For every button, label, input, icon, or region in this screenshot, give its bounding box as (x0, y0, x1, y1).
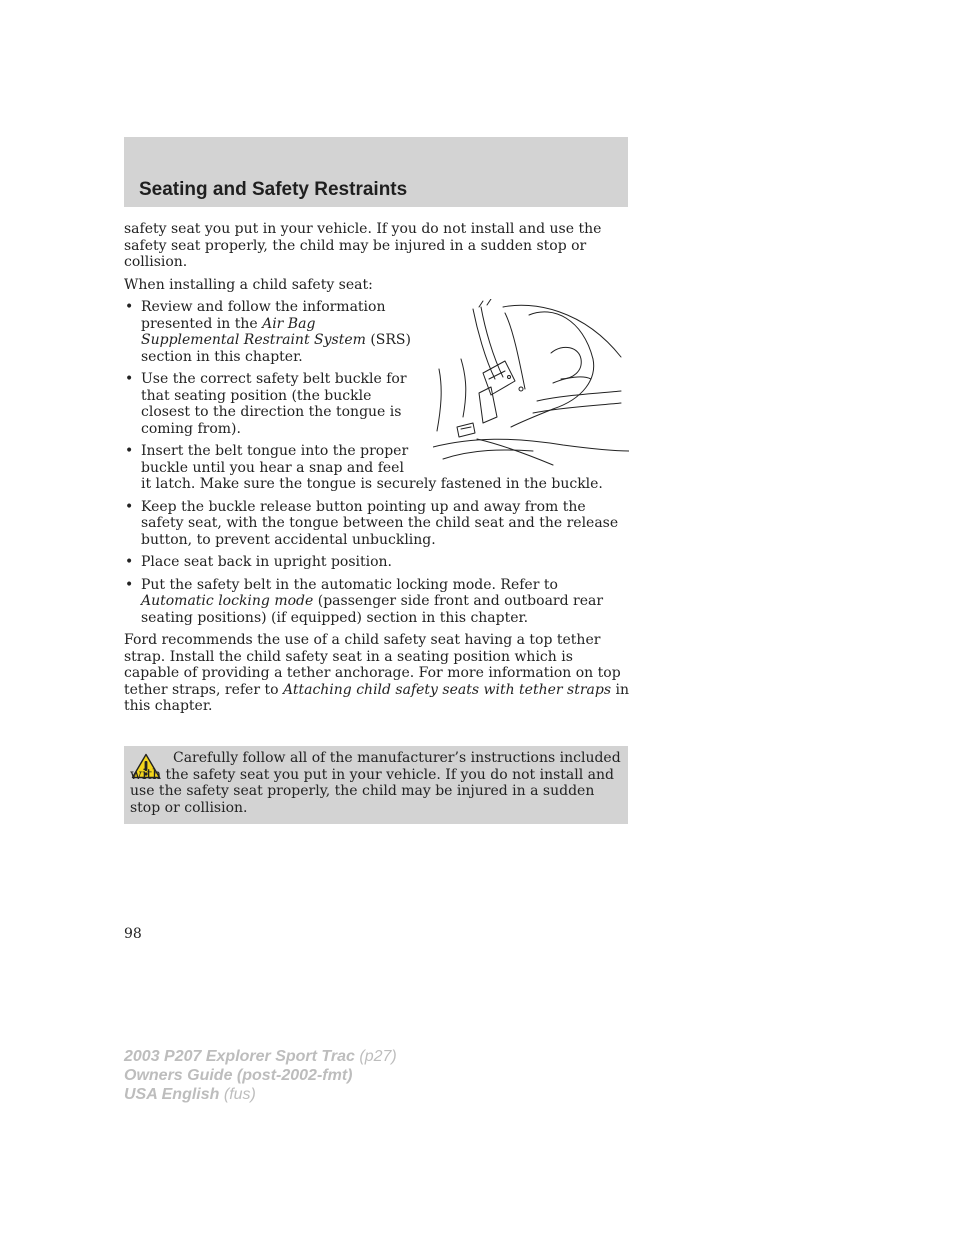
list-item (124, 577, 629, 627)
list-item-text: Insert the belt tongue into the proper buckle until you hear a snap and feel it latch. Make sure the tongue is securely fastened in the buckle. (141, 443, 603, 492)
footer-language-code: (fus) (219, 1086, 256, 1103)
locking-mode-reference: Automatic locking mode (141, 593, 314, 609)
list-item-text: Keep the buckle release button pointing up and away from the safety seat, with the tongue between the child seat and the release button, to prevent accidental unbuckling. (141, 498, 619, 548)
footer-guide: Owners Guide (post-2002-fmt) (124, 1067, 353, 1084)
list-item-text: (passenger side front and outboard rear seating positions) (if equipped) section in this chapter. (141, 593, 604, 626)
tether-text: Ford recommends the use of a child safety seat having a top tether strap. Install the child safety seat in a seating position which is capable of providing a tether anchorage. For more information on top tether straps, refer to (124, 632, 621, 698)
list-item-text: Review and follow the information presented in the (141, 299, 386, 332)
document-footer (124, 1047, 397, 1104)
tether-paragraph (124, 632, 629, 715)
page-number: 98 (124, 926, 142, 942)
list-item (124, 499, 629, 549)
footer-line-2 (124, 1066, 397, 1085)
section-title: Seating and Safety Restraints (139, 179, 408, 200)
list-item (124, 299, 629, 365)
installation-steps-list (124, 299, 629, 626)
list-item (124, 371, 629, 437)
page-body (124, 221, 629, 721)
warning-box (124, 746, 628, 824)
list-item-text: (SRS) section in this chapter. (141, 332, 411, 365)
installing-lead: When installing a child safety seat: (124, 276, 373, 293)
list-item (124, 554, 629, 571)
footer-language: USA English (124, 1086, 220, 1103)
warning-text: Carefully follow all of the manufacturer’s instructions included with the safety seat you put in your vehicle. If you do not install and use the safety seat properly, the child may be injured in a sudden stop or collision. (130, 750, 621, 816)
tether-text: in this chapter. (124, 681, 629, 714)
footer-line-3 (124, 1085, 397, 1104)
tether-section-reference: Attaching child safety seats with tether straps (282, 681, 612, 698)
srs-section-reference: Air Bag Supplemental Restraint System (141, 315, 366, 348)
list-item-text: Use the correct safety belt buckle for that seating position (the buckle closest to the direction the tongue is coming from). (141, 371, 407, 437)
list-item-text: Place seat back in upright position. (141, 554, 392, 570)
footer-model: 2003 P207 Explorer Sport Trac (124, 1048, 355, 1065)
list-item-text: Put the safety belt in the automatic locking mode. Refer to (141, 576, 558, 593)
section-header-band (124, 137, 628, 207)
intro-paragraph: safety seat you put in your vehicle. If you do not install and use the safety seat properly, the child may be injured in a sudden stop or collision. (124, 221, 602, 270)
footer-model-code: (p27) (354, 1048, 397, 1065)
footer-line-1 (124, 1047, 397, 1066)
list-item (124, 443, 629, 493)
